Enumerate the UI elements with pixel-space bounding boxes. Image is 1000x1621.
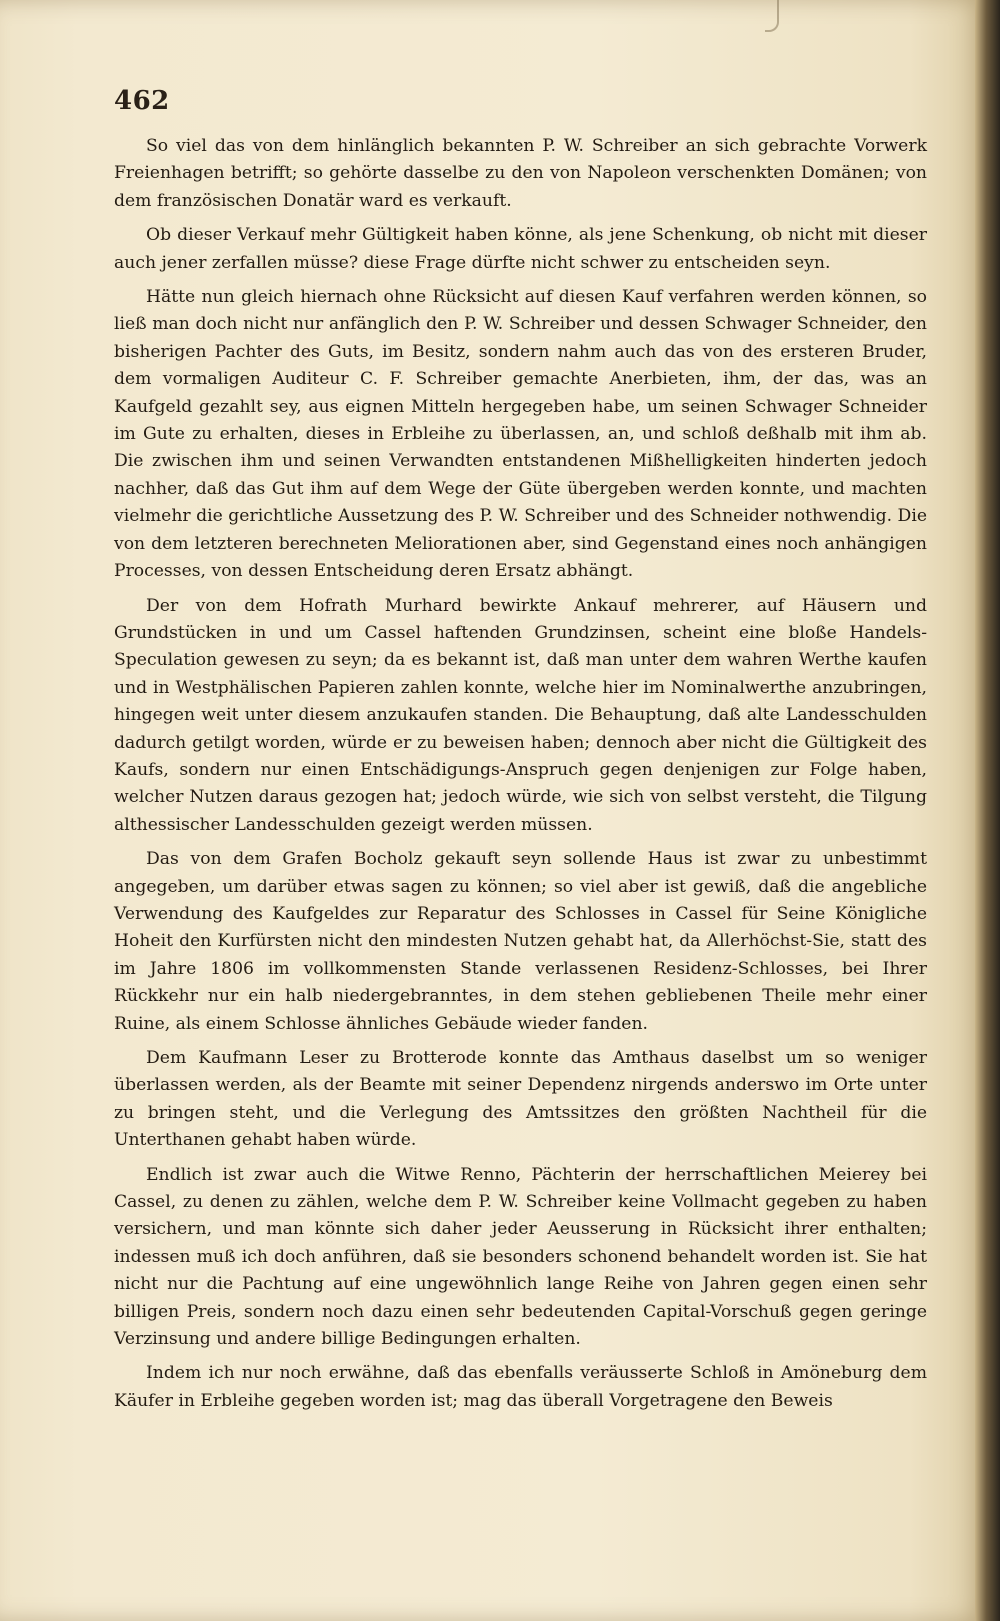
paragraph: Hätte nun gleich hiernach ohne Rücksicht auf diesen Kauf verfahren werden können, so ließ man doch nicht nur anfänglich den P. W. Schreiber und dessen Schwager Schneider, den bisherigen Pachter des Guts, im Besitz, sondern nahm auch das von des ersteren Bruder, dem vormaligen Auditeur C. F. Schreiber gemachte Anerbieten, ihm, der das, was an Kaufgeld gezahlt sey, aus eignen Mitteln hergegeben habe, um seinen Schwager Schneider im Gute zu erhalten, dieses in Erbleihe zu überlassen, an, und schloß deßhalb mit ihm ab. Die zwischen ihm und seinen Verwandten entstandenen Mißhelligkeiten hinderten jedoch nachher, daß das Gut ihm auf dem Wege der Güte übergeben werden konnte, und machten vielmehr die gerichtliche Aussetzung des P. W. Schreiber und des Schneider nothwendig. Die von dem letzteren berechneten Meliorationen aber, sind Gegenstand eines noch anhängigen Processes, von dessen Entscheidung deren Ersatz abhängt. xyxy=(114,287,927,582)
paragraph: Der von dem Hofrath Murhard bewirkte Ankauf mehrerer, auf Häusern und Grundstücken in und um Cassel haftenden Grundzinsen, scheint eine bloße Handels-Speculation gewesen zu seyn; da es bekannt ist, daß man unter dem wahren Werthe kaufen und in Westphälischen Papieren zahlen konnte, welche hier im Nominalwerthe anzubringen, hingegen weit unter diesem anzukaufen standen. Die Behauptung, daß alte Landesschulden dadurch getilgt worden, würde er zu beweisen haben; dennoch aber nicht die Gültigkeit des Kaufs, sondern nur einen Entschädigungs-Anspruch gegen denjenigen zur Folge haben, welcher Nutzen daraus gezogen hat; jedoch würde, wie sich von selbst versteht, die Tilgung althessischer Landesschulden gezeigt werden müssen. xyxy=(114,595,927,835)
page-corner-mark xyxy=(765,0,779,32)
paragraph: Ob dieser Verkauf mehr Gültigkeit haben könne, als jene Schenkung, ob nicht mit dieser auch jener zerfallen müsse? diese Frage dürfte nicht schwer zu entscheiden seyn. xyxy=(114,225,927,273)
paragraph: So viel das von dem hinlänglich bekannten P. W. Schreiber an sich gebrachte Vorwerk Freienhagen betrifft; so gehörte dasselbe zu den von Napoleon verschenkten Domänen; von dem französischen Donatär ward es verkauft. xyxy=(114,136,927,211)
page-body-text xyxy=(114,133,927,1422)
paragraph: Dem Kaufmann Leser zu Brotterode konnte das Amthaus daselbst um so weniger überlassen werden, als der Beamte mit seiner Dependenz nirgends anderswo im Orte unter zu bringen steht, und die Verlegung des Amtssitzes den größten Nachtheil für die Unterthanen gehabt haben würde. xyxy=(114,1048,927,1151)
page-number: 462 xyxy=(114,86,170,116)
book-binding-edge xyxy=(975,0,1000,1621)
paragraph: Indem ich nur noch erwähne, daß das ebenfalls veräusserte Schloß in Amöneburg dem Käufer in Erbleihe gegeben worden ist; mag das überall Vorgetragene den Beweis xyxy=(114,1363,927,1411)
paragraph: Endlich ist zwar auch die Witwe Renno, Pächterin der herrschaftlichen Meierey bei Cassel, zu denen zu zählen, welche dem P. W. Schreiber keine Vollmacht gegeben zu haben versichern, und man könnte sich daher jeder Aeusserung in Rücksicht ihrer enthalten; indessen muß ich doch anführen, daß sie besonders schonend behandelt worden ist. Sie hat nicht nur die Pachtung auf eine ungewöhnlich lange Reihe von Jahren gegen einen sehr billigen Preis, sondern noch dazu einen sehr bedeutenden Capital-Vorschuß gegen geringe Verzinsung und andere billige Bedingungen erhalten. xyxy=(114,1164,927,1350)
paragraph: Das von dem Grafen Bocholz gekauft seyn sollende Haus ist zwar zu unbestimmt angegeben, um darüber etwas sagen zu können; so viel aber ist gewiß, daß die angebliche Verwendung des Kaufgeldes zur Reparatur des Schlosses in Cassel für Seine Königliche Hoheit den Kurfürsten nicht den mindesten Nutzen gehabt hat, da Allerhöchst-Sie, statt des im Jahre 1806 im vollkommensten Stande verlassenen Residenz-Schlosses, bei Ihrer Rückkehr nur ein halb niedergebranntes, in dem stehen gebliebenen Theile mehr einer Ruine, als einem Schlosse ähnliches Gebäude wieder fanden. xyxy=(114,849,927,1034)
